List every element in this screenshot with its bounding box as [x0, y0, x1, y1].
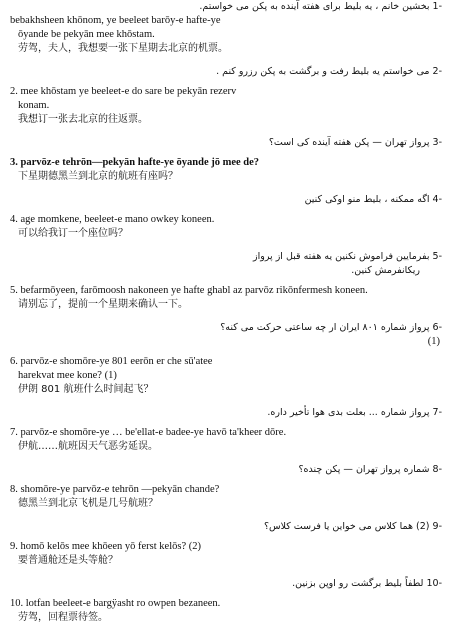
- transliteration-line: 10. lotfan beeleet-e bargÿasht ro owpen bezaneen.: [10, 598, 221, 609]
- transliteration-line: 9. homō kelōs mee khōeen yō ferst kelōs? (2): [10, 541, 201, 552]
- chinese-line: 德黑兰到北京飞机是几号航班？: [18, 498, 158, 509]
- chinese-line: 要普通舱还是头等舱？: [18, 555, 118, 566]
- entry-1: [10, 0, 442, 56]
- chinese-line: 下星期德黑兰到北京的航班有座吗？: [18, 171, 178, 182]
- chinese-line: 可以给我订一个座位吗？: [18, 228, 128, 239]
- farsi-line: -8 شماره پرواز تهران — پکن چنده؟: [298, 464, 442, 475]
- farsi-line: -2 می خواستم یه بلیط رفت و برگشت به پکن رزرو کنم .: [216, 66, 442, 77]
- chinese-line: 伊朗 801 航班什么时间起飞？: [18, 384, 154, 395]
- chinese-line: 我想订一张去北京的往返票。: [18, 114, 148, 125]
- entry-8: [10, 463, 442, 511]
- farsi-line: -7 پرواز شماره ... بعلت بدی هوا تأخیر داره.: [267, 407, 442, 418]
- entry-5: [10, 250, 442, 312]
- chinese-line: 请别忘了，提前一个星期来确认一下。: [18, 299, 188, 310]
- transliteration-line: 5. befarmōyeen, farōmoosh nakoneen ye hafte ghabl az parvōz rikōnfermesh koneen.: [10, 285, 368, 296]
- farsi-line: -5 بفرمایین فراموش نکنین یه هفته قبل از پرواز: [253, 251, 442, 262]
- chinese-line: 伊航……航班因天气恶劣延误。: [18, 441, 158, 452]
- footnote-marker: (1): [427, 336, 440, 347]
- transliteration-line: 2. mee khōstam ye beeleet-e do sare be pekyān rezerv: [10, 86, 237, 97]
- transliteration-line: harekvat mee kone? (1): [18, 370, 117, 381]
- farsi-line: -1 بخشین خانم ، یه بلیط برای هفته آینده به پکن می خواستم.: [199, 1, 442, 12]
- entry-6: [10, 321, 442, 397]
- entry-3: [10, 136, 442, 184]
- transliteration-line: 3. parvōz-e tehrōn—pekyān hafte-ye ōyande jō mee de?: [10, 157, 260, 168]
- transliteration-line: ōyande be pekyān mee khōstam.: [18, 29, 155, 40]
- farsi-line-continued: ریکانفرمش کنین.: [351, 265, 420, 276]
- entry-9: [10, 520, 442, 568]
- chinese-line: 劳驾，夫人，我想要一张下星期去北京的机票。: [18, 43, 228, 54]
- entry-10: [10, 577, 442, 625]
- transliteration-line: 4. age momkene, beeleet-e mano owkey koneen.: [10, 214, 215, 225]
- transliteration-line: 6. parvōz-e shomōre-ye 801 eerōn er che sū'atee: [10, 356, 213, 367]
- farsi-line: -6 پرواز شماره ۸۰۱ ایران ار چه ساعتی حرکت می کنه؟: [220, 322, 442, 333]
- farsi-line: -9 (2) هما کلاس می خواین یا فرست کلاس؟: [263, 521, 442, 532]
- transliteration-line: 8. shomōre-ye parvōz-e tehrōn —pekyān chande?: [10, 484, 220, 495]
- farsi-line: -4 اگه ممکنه ، بلیط منو اوکی کنین: [304, 194, 442, 205]
- transliteration-line: bebakhsheen khōnom, ye beeleet barōy-e hafte-ye: [10, 15, 221, 26]
- entry-4: [10, 193, 442, 241]
- farsi-line: -10 لطفاً بلیط برگشت رو اوپن بزنین.: [292, 578, 442, 589]
- transliteration-line: konam.: [18, 100, 50, 111]
- farsi-line: -3 پرواز تهران — پکن هفته آینده کی است؟: [268, 137, 442, 148]
- chinese-line: 劳驾，回程票待签。: [18, 612, 108, 623]
- transliteration-line: 7. parvōz-e shomōre-ye … be'ellat-e badee-ye havō ta'kheer dōre.: [10, 427, 287, 438]
- entry-2: [10, 65, 442, 127]
- entry-7: [10, 406, 442, 454]
